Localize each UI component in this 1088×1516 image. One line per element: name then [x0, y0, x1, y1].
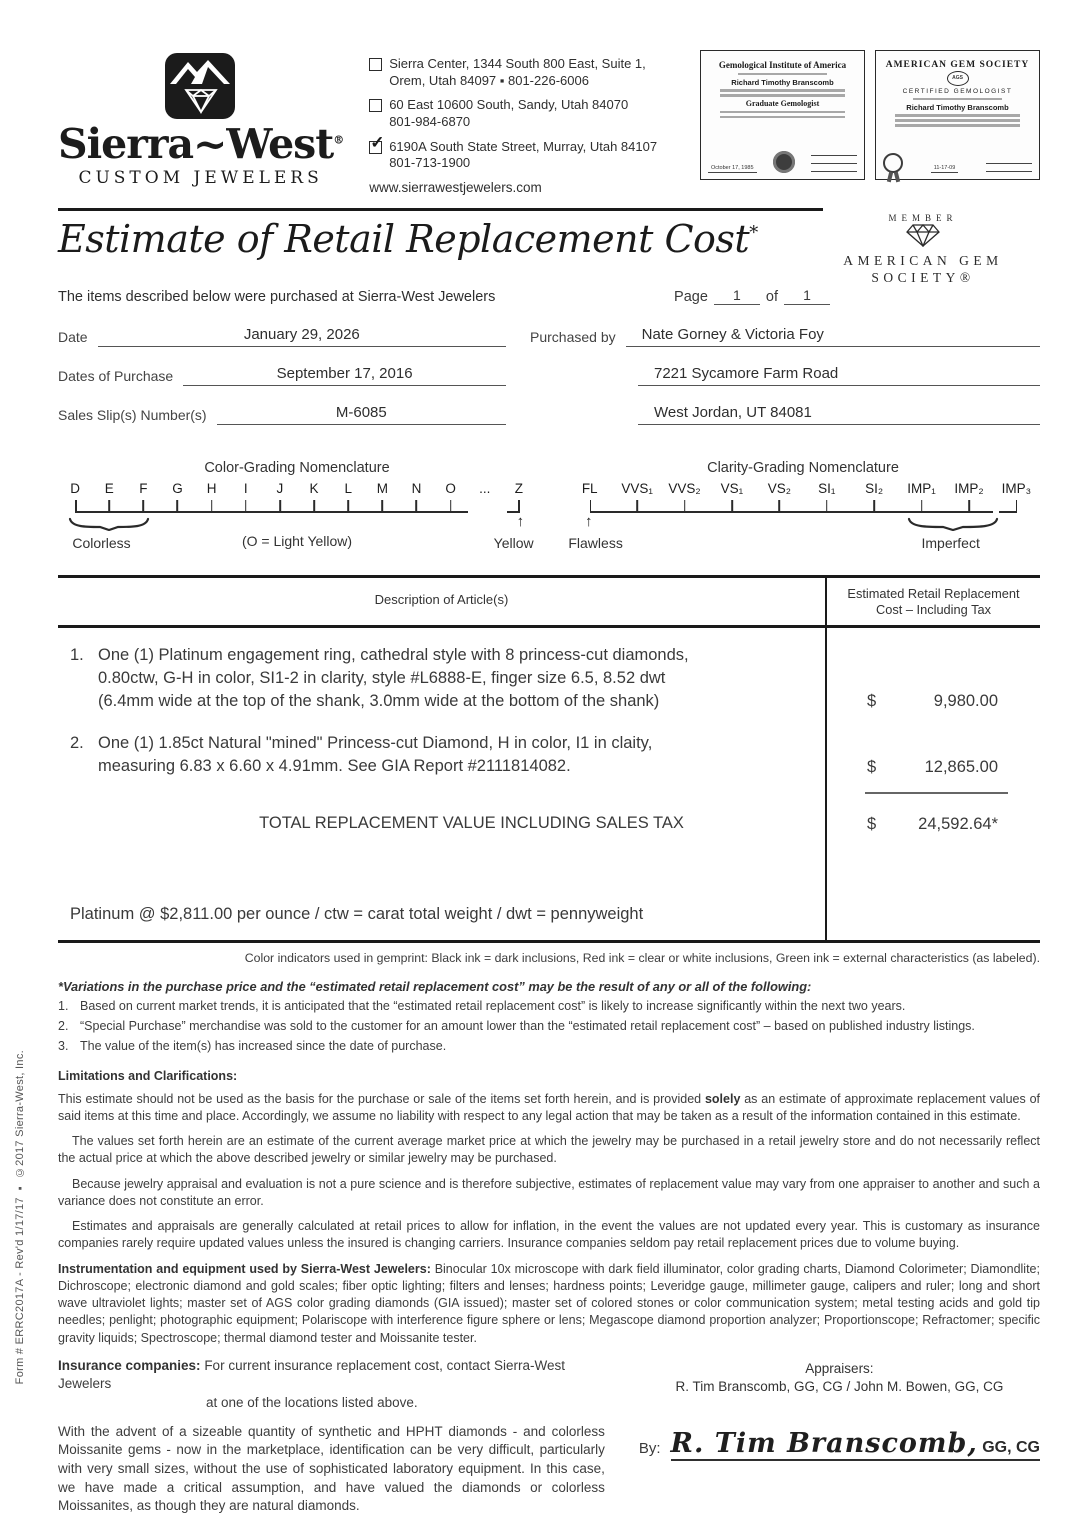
currency-symbol: $ — [867, 757, 877, 776]
dates-of-purchase-value: September 17, 2016 — [183, 365, 506, 386]
gia-certificate — [700, 50, 865, 180]
clarity-grade — [566, 481, 613, 513]
colorless-label: Colorless — [72, 534, 131, 551]
tick-mark — [999, 500, 1016, 513]
tick-mark — [613, 500, 660, 513]
tick-mark — [126, 500, 160, 513]
limitations-paragraph-4: Estimates and appraisals are generally calculated at retail prices to allow for inflation, in the event the values are not updated every year. This is customary as insurance companies rarely require updated values unless the insured is changing carriers. Insurance companies seldom pay retail replacement prices due to volume buying. — [58, 1219, 1040, 1251]
purchased-by-field — [530, 321, 1040, 347]
gia-certificate-org: Gemological Institute of America — [718, 60, 847, 70]
limitations-text: This estimate should not be used as the basis for the purchase or sale of the items set forth herein, and is provided — [58, 1091, 705, 1106]
grade-label: F — [139, 480, 148, 496]
signature-line — [986, 165, 1032, 172]
subtotal-rule — [825, 782, 1040, 794]
tick-mark — [92, 500, 126, 513]
appraisers-label: Appraisers: — [805, 1360, 874, 1376]
tick-mark — [195, 500, 229, 513]
brace-icon — [907, 517, 999, 531]
header-divider — [58, 208, 823, 211]
member-label: MEMBER — [888, 212, 958, 223]
gia-seal-icon — [773, 151, 795, 173]
grade-label: ... — [479, 480, 491, 496]
bottom-section — [58, 1357, 1040, 1516]
location-text — [389, 139, 657, 172]
date-label: Date — [58, 328, 88, 345]
title-row — [58, 212, 1040, 285]
clarity-grade — [661, 481, 708, 513]
color-grade — [263, 481, 297, 513]
variation-text: Based on current market trends, it is anticipated that the “estimated retail replacement cost” is likely to increase significantly within the next two years. — [80, 998, 906, 1013]
checkbox-checked-icon — [369, 132, 385, 154]
ags-certificate-org: AMERICAN GEM SOCIETY — [885, 60, 1030, 70]
grade-label: SI₂ — [865, 480, 884, 496]
color-grade — [160, 481, 194, 513]
item-line: (6.4mm wide at the top of the shank, 3.0mm wide at the bottom of the shank) — [98, 691, 660, 710]
grade-label: SI₁ — [818, 480, 836, 496]
sales-slip-value: M-6085 — [217, 404, 506, 425]
gia-certificate-date: October 17, 1985 — [708, 165, 757, 173]
website-url: www.sierrawestjewelers.com — [369, 179, 542, 195]
blur-line — [738, 73, 827, 76]
arrow-up-icon: ↑ — [516, 512, 525, 530]
grade-label: M — [376, 480, 388, 496]
purchaser-street-field — [530, 360, 1040, 386]
gia-certificate-name: Richard Timothy Branscomb — [731, 77, 834, 87]
item-text — [98, 732, 652, 778]
cost-column-header — [825, 578, 1040, 628]
cost-header-line1: Estimated Retail Replacement — [847, 585, 1020, 601]
tick-mark — [708, 500, 755, 513]
insurance-line2: at one of the locations listed above. — [206, 1395, 418, 1411]
platinum-note: Platinum @ $2,811.00 per ounce / ctw = carat total weight / dwt = pennyweight — [70, 904, 644, 923]
item-line: 0.80ctw, G-H in color, SI1-2 in clarity, style #L6888-E, finger size 6.5, 8.52 dwt — [98, 668, 666, 687]
checkbox-unchecked-icon — [369, 99, 382, 112]
insurance-text: For current insurance replacement cost, contact Sierra-West Jewelers — [58, 1357, 565, 1392]
blur-line — [720, 111, 845, 114]
bottom-right-column — [605, 1357, 1040, 1516]
grade-label: VVS₂ — [668, 480, 701, 496]
grade-label: VVS₁ — [621, 480, 653, 496]
date-value: January 29, 2026 — [98, 326, 506, 347]
color-grade — [126, 481, 160, 513]
signature-suffix: GG, CG — [977, 1438, 1040, 1456]
date-field — [58, 321, 506, 347]
arrow-up-icon: ↑ — [584, 512, 593, 530]
brand-name: Sierra~West — [58, 120, 334, 168]
page-number: 1 — [714, 287, 760, 305]
ags-certificate-date: 11-17-09 — [931, 165, 959, 173]
location-text — [389, 56, 646, 89]
certificates — [700, 50, 1040, 180]
instrumentation-paragraph — [58, 1261, 1040, 1347]
empty-cell — [58, 782, 825, 794]
purchaser-city: West Jordan, UT 84081 — [638, 404, 1040, 425]
tick-mark — [75, 500, 92, 513]
tick-mark — [507, 500, 519, 513]
registered-mark: ® — [333, 133, 344, 147]
limitations-paragraph-3: Because jewelry appraisal and evaluation is not a pure science and is therefore subjective, estimates of replacement value may vary from one appraiser to another and such a variance does not constitute an error. — [58, 1176, 1040, 1208]
grade-label: H — [206, 480, 217, 496]
tick-mark — [434, 500, 468, 513]
signature-line — [986, 157, 1032, 164]
grade-label: K — [309, 480, 319, 496]
item-amount: 12,865.00 — [924, 757, 998, 776]
purchased-by-label: Purchased by — [530, 328, 616, 345]
grade-label: I — [243, 480, 248, 496]
tick-mark — [399, 500, 433, 513]
color-grade — [58, 481, 92, 513]
item-text — [98, 644, 689, 712]
tick-mark — [365, 500, 399, 513]
currency-symbol: $ — [867, 692, 877, 711]
item-amount: 9,980.00 — [933, 692, 998, 711]
notes-section — [58, 979, 1040, 1347]
gia-certificate-footer — [708, 149, 857, 173]
tick-mark — [263, 500, 297, 513]
gia-signatures — [811, 149, 857, 173]
grade-label: Z — [514, 480, 524, 496]
tick-mark — [331, 500, 365, 513]
tick-mark — [803, 500, 850, 513]
location-item — [369, 132, 682, 172]
imperfect-label: Imperfect — [921, 534, 980, 551]
instrumentation-lead: Instrumentation and equipment used by Sierra-West Jewelers: — [58, 1261, 431, 1276]
grade-label: VS₁ — [720, 480, 744, 496]
clarity-grade — [756, 481, 803, 513]
brand-wordmark — [58, 120, 344, 168]
gemprint-note: Color indicators used in gemprint: Black ink = dark inclusions, Red ink = clear or white inclusions, Green ink = external characteristics (as labeled). — [244, 950, 1040, 965]
bottom-left-column — [58, 1357, 605, 1516]
grade-label: VS₂ — [767, 480, 791, 496]
page-indicator — [674, 287, 830, 305]
variation-number: 2. — [58, 1019, 69, 1034]
tick-mark — [229, 500, 263, 513]
brand-logo — [58, 50, 343, 188]
grade-label: G — [172, 480, 183, 496]
grade-label: FL — [581, 480, 598, 496]
blur-line — [720, 89, 845, 92]
clarity-grade — [708, 481, 755, 513]
store-locations — [369, 50, 682, 195]
item-1-cost — [825, 628, 1040, 716]
checkbox-unchecked-icon — [369, 58, 382, 71]
item-1-description — [58, 628, 825, 716]
tick-mark — [590, 500, 614, 513]
clarity-grade — [898, 481, 945, 513]
variation-text: “Special Purchase” merchandise was sold to the customer for an amount lower than the “estimated retail replacement cost” – based on published industry listings. — [80, 1019, 975, 1034]
location-line: 801-984-6870 — [389, 113, 471, 129]
moissanite-paragraph: With the advent of a sizeable quantity of synthetic and HPHT diamonds - and colorless Moissanite gems - now in the marketplace, identification can be very difficult, particularly with very small sizes, without the use of sophisticated laboratory equipment. In this case, we have made a critical assumption, and have valued the diamonds or colorless Moissanites, as though they are natural diamonds. — [58, 1423, 605, 1514]
mountain-diamond-logo-icon — [164, 52, 238, 122]
limitations-heading: Limitations and Clarifications: — [58, 1068, 238, 1083]
blur-line — [895, 124, 1020, 127]
item-2-description — [58, 716, 825, 782]
clarity-grade — [613, 481, 660, 513]
limitations-paragraph-1 — [58, 1091, 1040, 1126]
dates-of-purchase-label: Dates of Purchase — [58, 367, 174, 384]
tick-mark — [850, 500, 897, 513]
tick-mark — [160, 500, 194, 513]
color-grade — [365, 481, 399, 513]
brand-subtitle: CUSTOM JEWELERS — [78, 168, 323, 188]
tick-mark — [756, 500, 803, 513]
light-yellow-label: (O = Light Yellow) — [241, 532, 353, 549]
appraisers-names: R. Tim Branscomb, GG, CG / John M. Bowen, GG, CG — [675, 1378, 1004, 1394]
grade-label: O — [445, 480, 456, 496]
empty-cell — [58, 839, 825, 905]
description-column-header: Description of Article(s) — [58, 578, 825, 628]
purchaser-name: Nate Gorney & Victoria Foy — [626, 326, 1040, 347]
sales-slip-field — [58, 399, 506, 425]
location-line: 801-713-1900 — [389, 155, 471, 171]
member-org-line2: SOCIETY® — [871, 269, 975, 285]
grade-label: IMP₃ — [1001, 480, 1032, 496]
page-total: 1 — [784, 287, 830, 305]
tick-mark — [898, 500, 945, 513]
location-line: 6190A South State Street, Murray, Utah 84107 — [389, 138, 658, 154]
grade-label: N — [411, 480, 422, 496]
member-org-line1: AMERICAN GEM — [843, 252, 1003, 268]
signature-row — [639, 1428, 1040, 1461]
clarity-scale-title: Clarity-Grading Nomenclature — [707, 459, 899, 476]
grading-scales — [58, 460, 1040, 559]
total-amount: 24,592.64* — [918, 814, 998, 833]
intro-row — [58, 287, 830, 305]
ags-certificate-title: CERTIFIED GEMOLOGIST — [902, 88, 1013, 95]
grade-label: E — [104, 480, 114, 496]
clarity-grade — [993, 481, 1040, 513]
insurance-lead: Insurance companies: — [58, 1357, 201, 1373]
color-scale-axis — [58, 481, 536, 513]
location-item — [369, 97, 682, 130]
color-scale-title: Color-Grading Nomenclature — [204, 459, 390, 476]
color-grade — [229, 481, 263, 513]
signature-line — [811, 149, 857, 156]
item-number: 1. — [70, 646, 84, 664]
variation-number: 1. — [58, 998, 69, 1013]
currency-symbol: $ — [867, 814, 877, 833]
blur-line — [895, 114, 1020, 117]
flawless-label: Flawless — [568, 534, 623, 551]
purchaser-city-field — [530, 399, 1040, 425]
color-grade-ellipsis — [468, 481, 502, 513]
purchaser-street: 7221 Sycamore Farm Road — [638, 365, 1040, 386]
clarity-scale-annotations — [566, 513, 1040, 559]
clarity-grade — [945, 481, 992, 513]
color-grade — [92, 481, 126, 513]
grade-label: D — [70, 480, 80, 496]
tick-mark — [661, 500, 708, 513]
dates-of-purchase-field — [58, 360, 506, 386]
cost-header-line2: Cost – Including Tax — [875, 602, 991, 618]
of-label: of — [765, 288, 778, 305]
limitations-paragraph-2: The values set forth herein are an estimate of the current average market price at which the jewelry may be purchased in a retail jewelry store and do not necessarily reflect the actual price at which the above described jewelry or similar jewelry may be purchased. — [58, 1134, 1040, 1166]
variation-item — [58, 998, 1040, 1014]
clarity-scale-axis — [566, 481, 1040, 513]
empty-cell — [825, 905, 1040, 940]
color-scale-annotations — [58, 513, 536, 559]
ags-seal-icon — [883, 153, 903, 173]
tick-mark — [297, 500, 331, 513]
sales-slip-label: Sales Slip(s) Number(s) — [58, 406, 207, 423]
location-line: Sierra Center, 1344 South 800 East, Suite 1, — [389, 56, 646, 71]
item-number: 2. — [70, 734, 84, 753]
blur-line — [913, 98, 1002, 101]
color-grade — [399, 481, 433, 513]
color-grade — [434, 481, 468, 513]
clarity-grading-scale — [566, 460, 1040, 559]
limitations-bold-word: solely — [704, 1091, 741, 1106]
ags-certificate — [875, 50, 1040, 180]
color-grading-scale — [58, 460, 536, 559]
grade-label: L — [344, 480, 352, 496]
grade-label: IMP₁ — [907, 480, 936, 496]
variation-text: The value of the item(s) has increased since the date of purchase. — [80, 1039, 447, 1054]
ags-signatures — [986, 157, 1032, 173]
header — [58, 50, 1040, 195]
location-text — [389, 97, 628, 130]
ags-member-badge — [812, 213, 1034, 286]
page-label: Page — [674, 288, 708, 305]
grade-label: IMP₂ — [954, 480, 984, 496]
location-item — [369, 56, 682, 89]
checkmark-icon: ✓ — [370, 132, 385, 152]
clarity-grade — [850, 481, 897, 513]
diamond-icon — [906, 223, 940, 247]
signature — [671, 1428, 1040, 1461]
color-grade — [502, 481, 536, 513]
insurance-paragraph — [58, 1357, 605, 1413]
page-title-text: Estimate of Retail Replacement Cost — [58, 216, 750, 261]
item-line: One (1) 1.85ct Natural "mined" Princess-cut Diamond, H in color, I1 in claity, — [98, 734, 653, 753]
ags-certificate-footer — [883, 153, 1032, 173]
grade-label: J — [276, 480, 284, 496]
ags-logo-icon: AGS — [947, 71, 969, 86]
location-line: 60 East 10600 South, Sandy, Utah 84070 — [389, 97, 629, 113]
form-number: Form # ERRC2017A - Rev'd 1/17/17 ▪ ©2017 Sierra-West, Inc. — [14, 1049, 26, 1384]
limitations-text: as an estimate of approximate replacement values of said items at this time and place. Accordingly, we assume no liability with respect to any legal action that may be taken as a result of the information contained in this estimate. — [58, 1091, 1040, 1123]
color-grade — [331, 481, 365, 513]
tick-mark — [945, 500, 992, 513]
variation-number: 3. — [58, 1039, 69, 1054]
form-fields — [58, 321, 1040, 438]
page-title — [58, 217, 758, 261]
brace-icon — [68, 517, 150, 531]
by-label: By: — [638, 1439, 661, 1457]
signature-line — [811, 165, 857, 172]
blur-line — [720, 116, 845, 119]
purchased-at-statement: The items described below were purchased at Sierra-West Jewelers — [58, 288, 496, 305]
color-grade — [297, 481, 331, 513]
location-line: Orem, Utah 84097 ▪ 801-226-6006 — [389, 72, 589, 88]
instrumentation-text: Binocular 10x microscope with dark field illuminator, color grading charts, Diamond Colorimeter; Diamondlite; Dichroscope; electronic diamond and gold scales; fiber optic lighting; filters and lenses; hardness points; Leveridge gauge, millimeter gauge, calipers and ruler; long and short wave ultraviolet lights; master set of AGS color grading diamonds (GIA issued); master set of colored stones or color communication system; metal testing acids and gold tip needles; penlight; photographic equipment; Polariscope with interference figure sphere or lens; Megascope diamond proportion analyzer; Proportionscope; Refractomer; specific gravity liquids; Spectroscope; thermal diamond tester and Moissanite tester. — [58, 1261, 1040, 1345]
signature-script: R. Tim Branscomb, — [670, 1427, 978, 1459]
tick-mark — [468, 500, 502, 513]
item-2-cost — [825, 716, 1040, 782]
total-cost — [825, 794, 1040, 839]
total-label: TOTAL REPLACEMENT VALUE INCLUDING SALES TAX — [259, 813, 684, 832]
signature-line — [811, 157, 857, 164]
form-fields-left — [58, 321, 506, 438]
variation-item — [58, 1018, 1040, 1034]
empty-cell — [825, 839, 1040, 905]
color-grade — [195, 481, 229, 513]
title-asterisk: * — [749, 222, 758, 244]
ags-certificate-name: Richard Timothy Branscomb — [906, 102, 1009, 112]
item-line: measuring 6.83 x 6.60 x 4.91mm. See GIA Report #2111814082. — [98, 757, 571, 776]
item-line: One (1) Platinum engagement ring, cathedral style with 8 princess-cut diamonds, — [98, 646, 689, 664]
yellow-label: Yellow — [493, 534, 534, 551]
blur-line — [720, 94, 845, 97]
items-table — [58, 575, 1040, 943]
clarity-grade — [803, 481, 850, 513]
variations-intro: *Variations in the purchase price and the “estimated retail replacement cost” may be the result of any or all of the following: — [58, 978, 812, 994]
form-fields-right — [530, 321, 1040, 438]
gia-certificate-title: Graduate Gemologist — [745, 99, 820, 108]
blur-line — [895, 119, 1020, 122]
variation-item — [58, 1038, 1040, 1054]
